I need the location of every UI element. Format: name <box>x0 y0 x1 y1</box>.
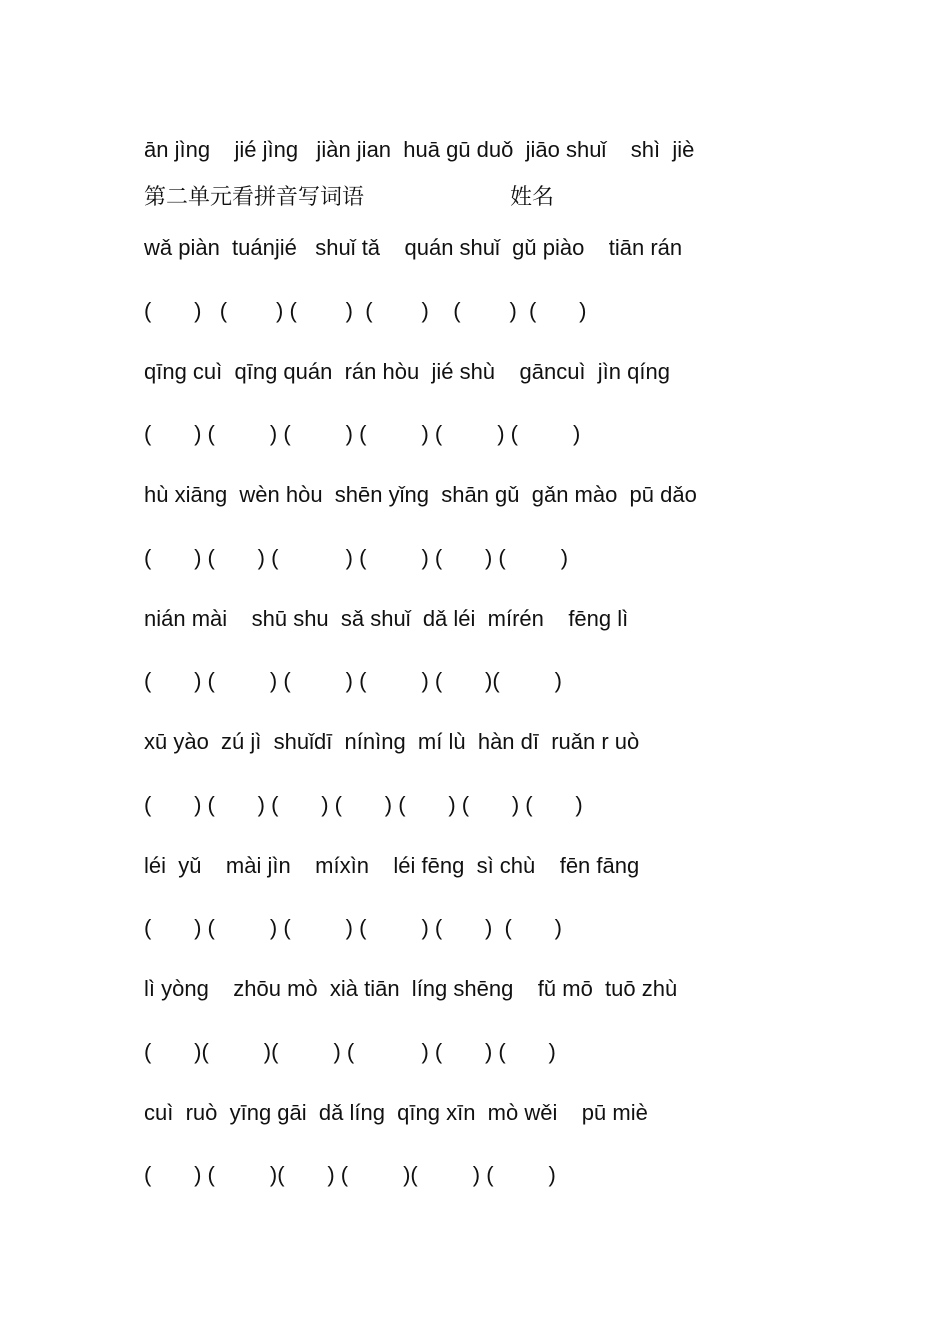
title-row <box>144 184 844 214</box>
pinyin-line-5: xū yào zú jì shuǐdī nínìng mí lù hàn dī ruǎn r uò <box>144 729 640 754</box>
pinyin-line-2: qīng cuì qīng quán rán hòu jié shù gāncuì jìn qíng <box>144 359 670 384</box>
answer-blanks-5: ( ) ( ) ( ) ( ) ( ) ( ) ( ) <box>144 792 583 817</box>
pinyin-line-3: hù xiāng wèn hòu shēn yǐng shān gǔ gǎn mào pū dǎo <box>144 482 697 507</box>
pinyin-line-1: wǎ piàn tuánjié shuǐ tǎ quán shuǐ gǔ piào tiān rán <box>144 235 683 260</box>
answer-blanks-3: ( ) ( ) ( ) ( ) ( ) ( ) <box>144 545 569 570</box>
pinyin-line-6: léi yǔ mài jìn míxìn léi fēng sì chù fēn fāng <box>144 853 640 878</box>
pinyin-line-7: lì yòng zhōu mò xià tiān líng shēng fǔ mō tuō zhù <box>144 976 678 1001</box>
name-label: 姓名 <box>510 185 555 210</box>
answer-blanks-8: ( ) ( )( ) ( )( ) ( ) <box>144 1162 556 1187</box>
answer-blanks-2: ( ) ( ) ( ) ( ) ( ) ( ) <box>144 421 581 446</box>
answer-blanks-7: ( )( )( ) ( ) ( ) ( ) <box>144 1039 556 1064</box>
answer-blanks-6: ( ) ( ) ( ) ( ) ( ) ( ) <box>144 915 562 940</box>
worksheet-title: 第二单元看拼音写词语 <box>144 185 365 210</box>
pinyin-line-4: nián mài shū shu sǎ shuǐ dǎ léi mírén fēng lì <box>144 606 629 631</box>
answer-blanks-1: ( ) ( ) ( ) ( ) ( ) ( ) <box>144 298 587 323</box>
answer-blanks-4: ( ) ( ) ( ) ( ) ( )( ) <box>144 668 562 693</box>
header-pinyin-line: ān jìng jié jìng jiàn jian huā gū duǒ jiāo shuǐ shì jiè <box>144 137 695 162</box>
pinyin-line-8: cuì ruò yīng gāi dǎ líng qīng xīn mò wěi pū miè <box>144 1100 648 1125</box>
